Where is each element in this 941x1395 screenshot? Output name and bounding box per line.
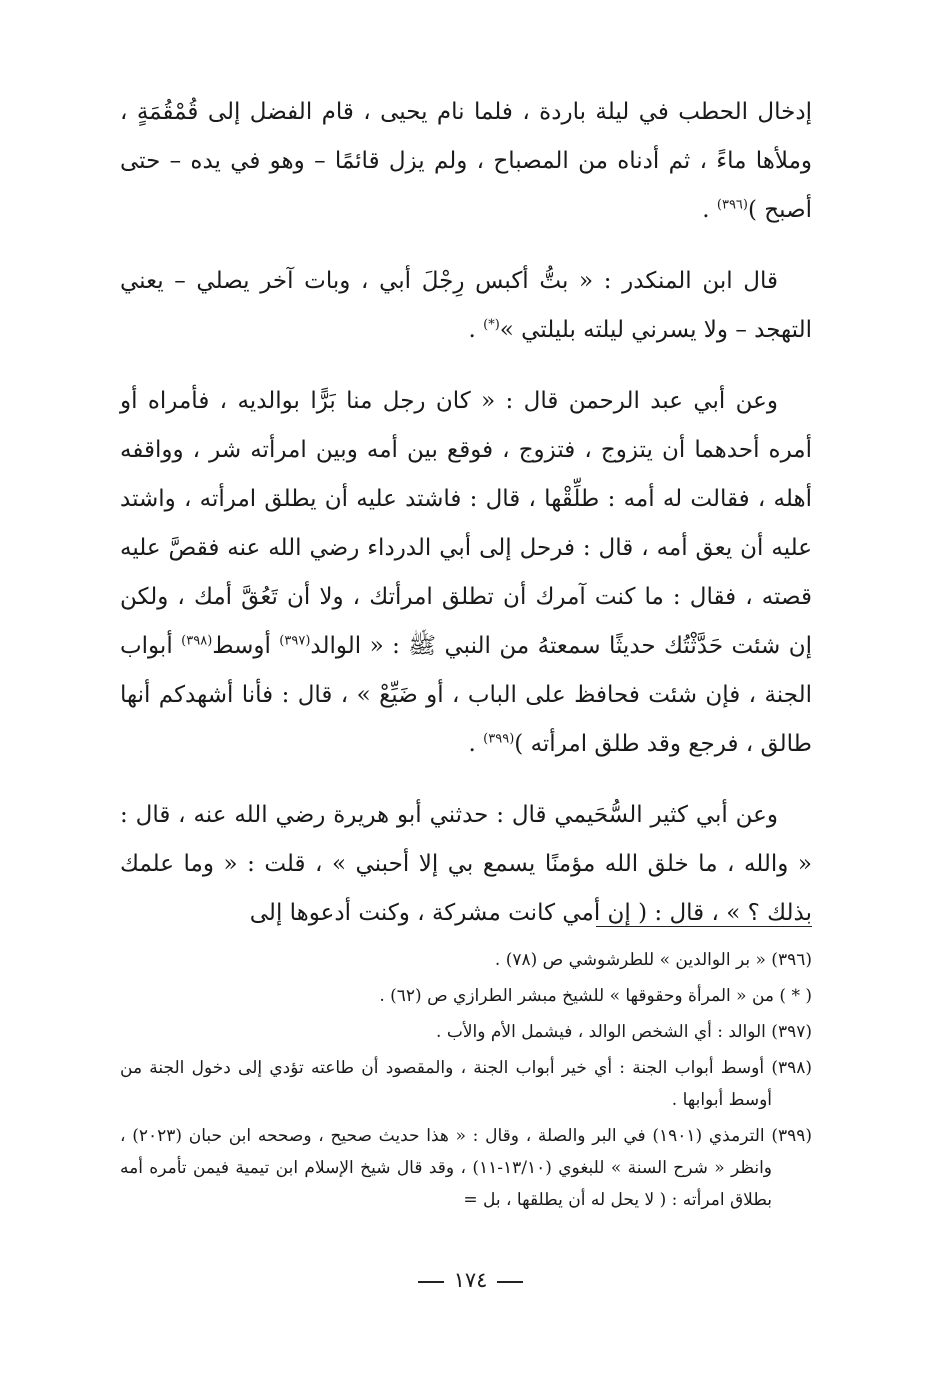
- footnote-399: (٣٩٩) الترمذي (١٩٠١) في البر والصلة ، وقال : « هذا حديث صحيح ، وصححه ابن حبان (٢٠٢٣) ، وانظر « شرح السنة » للبغوي (١٣/١٠-١١) ، وقد قال شيخ الإسلام ابن تيمية فيمن تأمره أمه بطلاق امرأته : ( لا يحل له أن يطلقها ، بل =: [120, 1126, 812, 1210]
- paragraph-text: إدخال الحطب في ليلة باردة ، فلما نام يحيى ، قام الفضل إلى قُمْقُمَةٍ ، وملأها ماءً ، ثم أدناه من المصباح ، ولم يزل قائمًا – وهو في يده – حتى أصبح ): [120, 99, 812, 223]
- dash-right: [497, 1281, 523, 1283]
- footnote-ref-397: (٣٩٧): [279, 633, 311, 649]
- page-number: [0, 1268, 941, 1292]
- paragraph-3: [120, 377, 812, 769]
- footnote-ref-star: (*): [483, 317, 500, 333]
- paragraph-tail: .: [468, 731, 484, 757]
- paragraph-tail: .: [702, 197, 717, 223]
- footnote-396: (٣٩٦) « بر الوالدين » للطرشوشي ص (٧٨) .: [494, 950, 812, 970]
- footnote-divider: [596, 926, 812, 927]
- paragraph-text: وعن أبي كثير السُّحَيمي قال : حدثني أبو هريرة رضي الله عنه ، قال : « والله ، ما خلق الله مؤمنًا يسمع بي إلا أحبني » ، قلت : « وما علمك بذلك ؟ » ، قال : ( إن أمي كانت مشركة ، وكنت أدعوها إلى: [120, 802, 812, 926]
- paragraph-2: [120, 257, 812, 355]
- dash-left: [418, 1281, 444, 1283]
- footnote-ref-398: (٣٩٨): [181, 633, 213, 649]
- paragraph-text: قال ابن المنكدر : « بتُّ أكبس رِجْلَ أبي ، وبات آخر يصلي – يعني التهجد – ولا يسرني ليلته بليلتي »: [120, 268, 812, 343]
- paragraph-text: أوسط: [212, 633, 280, 659]
- paragraph-text: أبواب الجنة ، فإن شئت فحافظ على الباب ، أو ضَيِّعْ » ، قال : فأنا أشهدكم أنها طالق ، فرجع وقد طلق امرأته ): [120, 633, 812, 757]
- paragraph-tail: .: [468, 317, 484, 343]
- footnote-ref-396: (٣٩٦): [716, 197, 748, 213]
- footnotes: [120, 944, 812, 1220]
- paragraph-1: [120, 88, 812, 235]
- page-content: [120, 88, 812, 1348]
- footnote-398: (٣٩٨) أوسط أبواب الجنة : أي خير أبواب الجنة ، والمقصود أن طاعته تؤدي إلى دخول الجنة من أوسط أبوابها .: [120, 1058, 812, 1110]
- paragraph-text: وعن أبي عبد الرحمن قال : « كان رجل منا بَرًّا بوالديه ، فأمراه أو أمره أحدهما أن يتزوج ، فتزوج ، فوقع بين أمه وبين امرأته شر ، وواقفه أهله ، فقالت له أمه : طلِّقْها ، قال : فاشتد عليه أن يطلق امرأته ، واشتد عليه أن يعق أمه ، قال : فرحل إلى أبي الدرداء رضي الله عنه فقصَّ عليه قصته ، فقال : ما كنت آمرك أن تطلق امرأتك ، ولا أن تَعُقَّ أمك ، ولكن إن شئت حَدَّثْتُك حديثًا سمعتهُ من النبي ﷺ : « الوالد: [120, 388, 812, 659]
- footnote-ref-399: (٣٩٩): [483, 731, 515, 747]
- footnote-star: ( * ) من « المرأة وحقوقها » للشيخ مبشر الطرازي ص (٦٢) .: [379, 986, 812, 1006]
- paragraph-4: [120, 791, 812, 938]
- page-number-text: ١٧٤: [453, 1268, 488, 1292]
- footnote-397: (٣٩٧) الوالد : أي الشخص الوالد ، فيشمل الأم والأب .: [436, 1022, 812, 1042]
